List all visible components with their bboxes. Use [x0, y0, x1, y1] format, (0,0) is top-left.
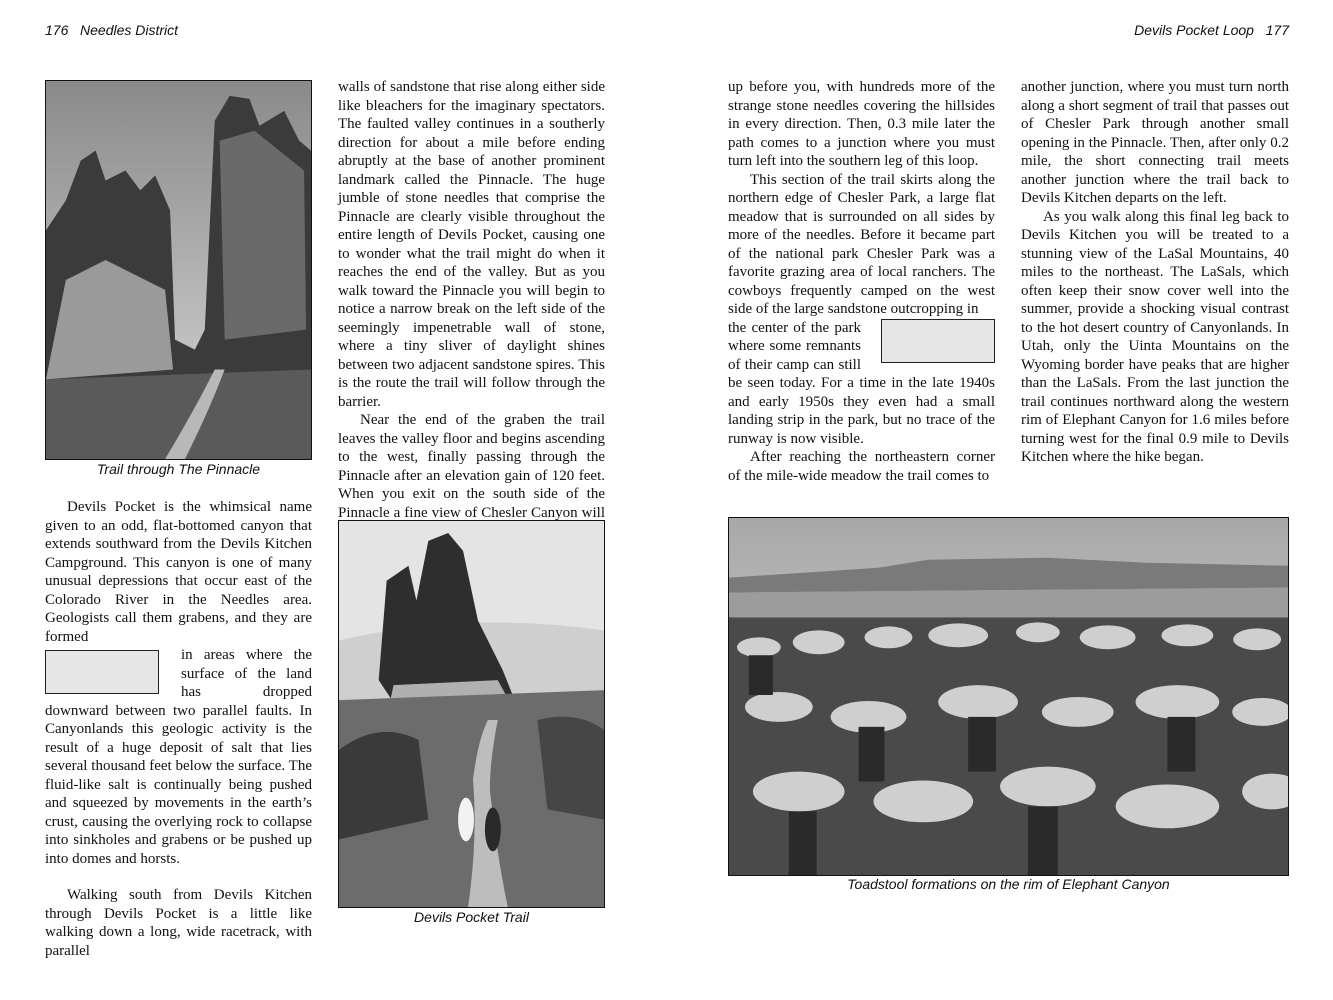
right-column-1	[728, 78, 995, 485]
right-running-head	[1134, 22, 1289, 38]
left-section-title: Needles District	[80, 22, 179, 38]
devils-pocket-trail-caption: Devils Pocket Trail	[414, 909, 529, 925]
left-column-1	[45, 498, 312, 960]
inline-placeholder-box	[45, 650, 159, 694]
paragraph-chesler-park: This section of the trail skirts along the northern edge of Chesler Park, a large flat meadow that is surrounded on all sides by more of the needles. Before it became part of the national park Chesler Park was a favorite grazing area of local ranchers. The cowboys frequently camped on the west side of the large sandstone outcropping in	[728, 171, 995, 317]
right-section-title: Devils Pocket Loop	[1134, 22, 1254, 38]
paragraph-grabens-intro: Devils Pocket is the whimsical name given to an odd, flat-bottomed canyon that extends southward from the Devils Kitchen Campground. This canyon is one of many unusual depressions that occur east of the Colorado River in the Needles area. Geologists call them grabens, and they are formed	[45, 499, 312, 645]
paragraph-walking-south: Walking south from Devils Kitchen through Devils Pocket is a little like walking down a long, wide racetrack, with parallel	[45, 887, 312, 959]
left-page-number: 176	[45, 22, 69, 38]
paragraph-another-junction: another junction, where you must turn north along a short segment of trail that passes out of Chesler Park through another small opening in the Pinnacle. Then, after only 0.2 mile, the short connecting trail meets another junction where the trail back to Devils Kitchen departs on the left.	[1021, 79, 1289, 206]
toadstool-caption: Toadstool formations on the rim of Elephant Canyon	[847, 876, 1170, 892]
paragraph-northeastern-corner: After reaching the northeastern corner of the mile-wide meadow the trail comes to	[728, 449, 995, 484]
pinnacle-photo	[45, 80, 312, 460]
inline-placeholder-box-2	[881, 319, 995, 363]
paragraph-racetrack-walls: walls of sandstone that rise along either side like bleachers for the imaginary spectators. The faulted valley continues in a southerly direction for about a mile before ending abruptly at the base of another prominent landmark called the Pinnacle. The huge jumble of stone needles that comprise the Pinnacle are clearly visible throughout the entire length of Devils Pocket, causing one to wonder what the trail might do when it reaches the end of the valley. But as you walk toward the Pinnacle you will begin to notice a narrow break on the left side of the seemingly impenetrable wall of stone, where a tiny sliver of daylight shines between two adjacent sandstone spires. This is the route the trail will follow through the barrier.	[338, 79, 605, 410]
paragraph-chesler-park-cont: the center of the park where some remnants of their camp can still be seen today. For a time in the late 1940s and early 1950s they even had a small landing strip in the park, but no trace of the runway is now visible.	[728, 319, 995, 447]
right-page-number: 177	[1265, 22, 1289, 38]
paragraph-graben-end: Near the end of the graben the trail leaves the valley floor and begins ascending to the west, finally passing through the Pinnacle after an elevation gain of 120 feet. When you exit on the south side of the Pinnacle a fine view of Chesler Canyon will	[338, 412, 605, 521]
paragraph-view-chesler: up before you, with hundreds more of the strange stone needles covering the hillsides in every direction. Then, 0.3 mile later the path comes to a junction where you must turn left into the southern leg of this loop.	[728, 79, 995, 169]
paragraph-lasal-mountains: As you walk along this final leg back to Devils Kitchen you will be treated to a stunning view of the LaSal Mountains, 40 miles to the northeast. The LaSals, which often keep their snow cover well into the summer, provide a shocking visual contrast to the hot desert country of Canyonlands. In Utah, only the Uinta Mountains on the Wyoming border have peaks that are higher than the LaSals. From the last junction the trail continues northward along the western rim of Elephant Canyon for 1.6 miles before turning west for the final 0.9 mile to Devils Kitchen where the hike began.	[1021, 208, 1289, 465]
toadstool-formations-photo	[728, 517, 1289, 876]
pinnacle-caption: Trail through The Pinnacle	[96, 461, 261, 477]
devils-pocket-trail-photo	[338, 520, 605, 908]
right-column-2	[1021, 78, 1289, 467]
left-column-2	[338, 78, 605, 541]
paragraph-grabens-cont: in areas where the surface of the land has dropped downward between two parallel faults. In Canyonlands this geologic activity is the result of a huge deposit of salt that lies several thousand feet below the surface. The fluid-like salt is continually being pushed and squeezed by movements in the earth’s crust, causing the overlying rock to collapse into sinkholes and grabens or be pushed up into domes and horsts.	[45, 647, 312, 867]
left-running-head	[45, 22, 178, 38]
